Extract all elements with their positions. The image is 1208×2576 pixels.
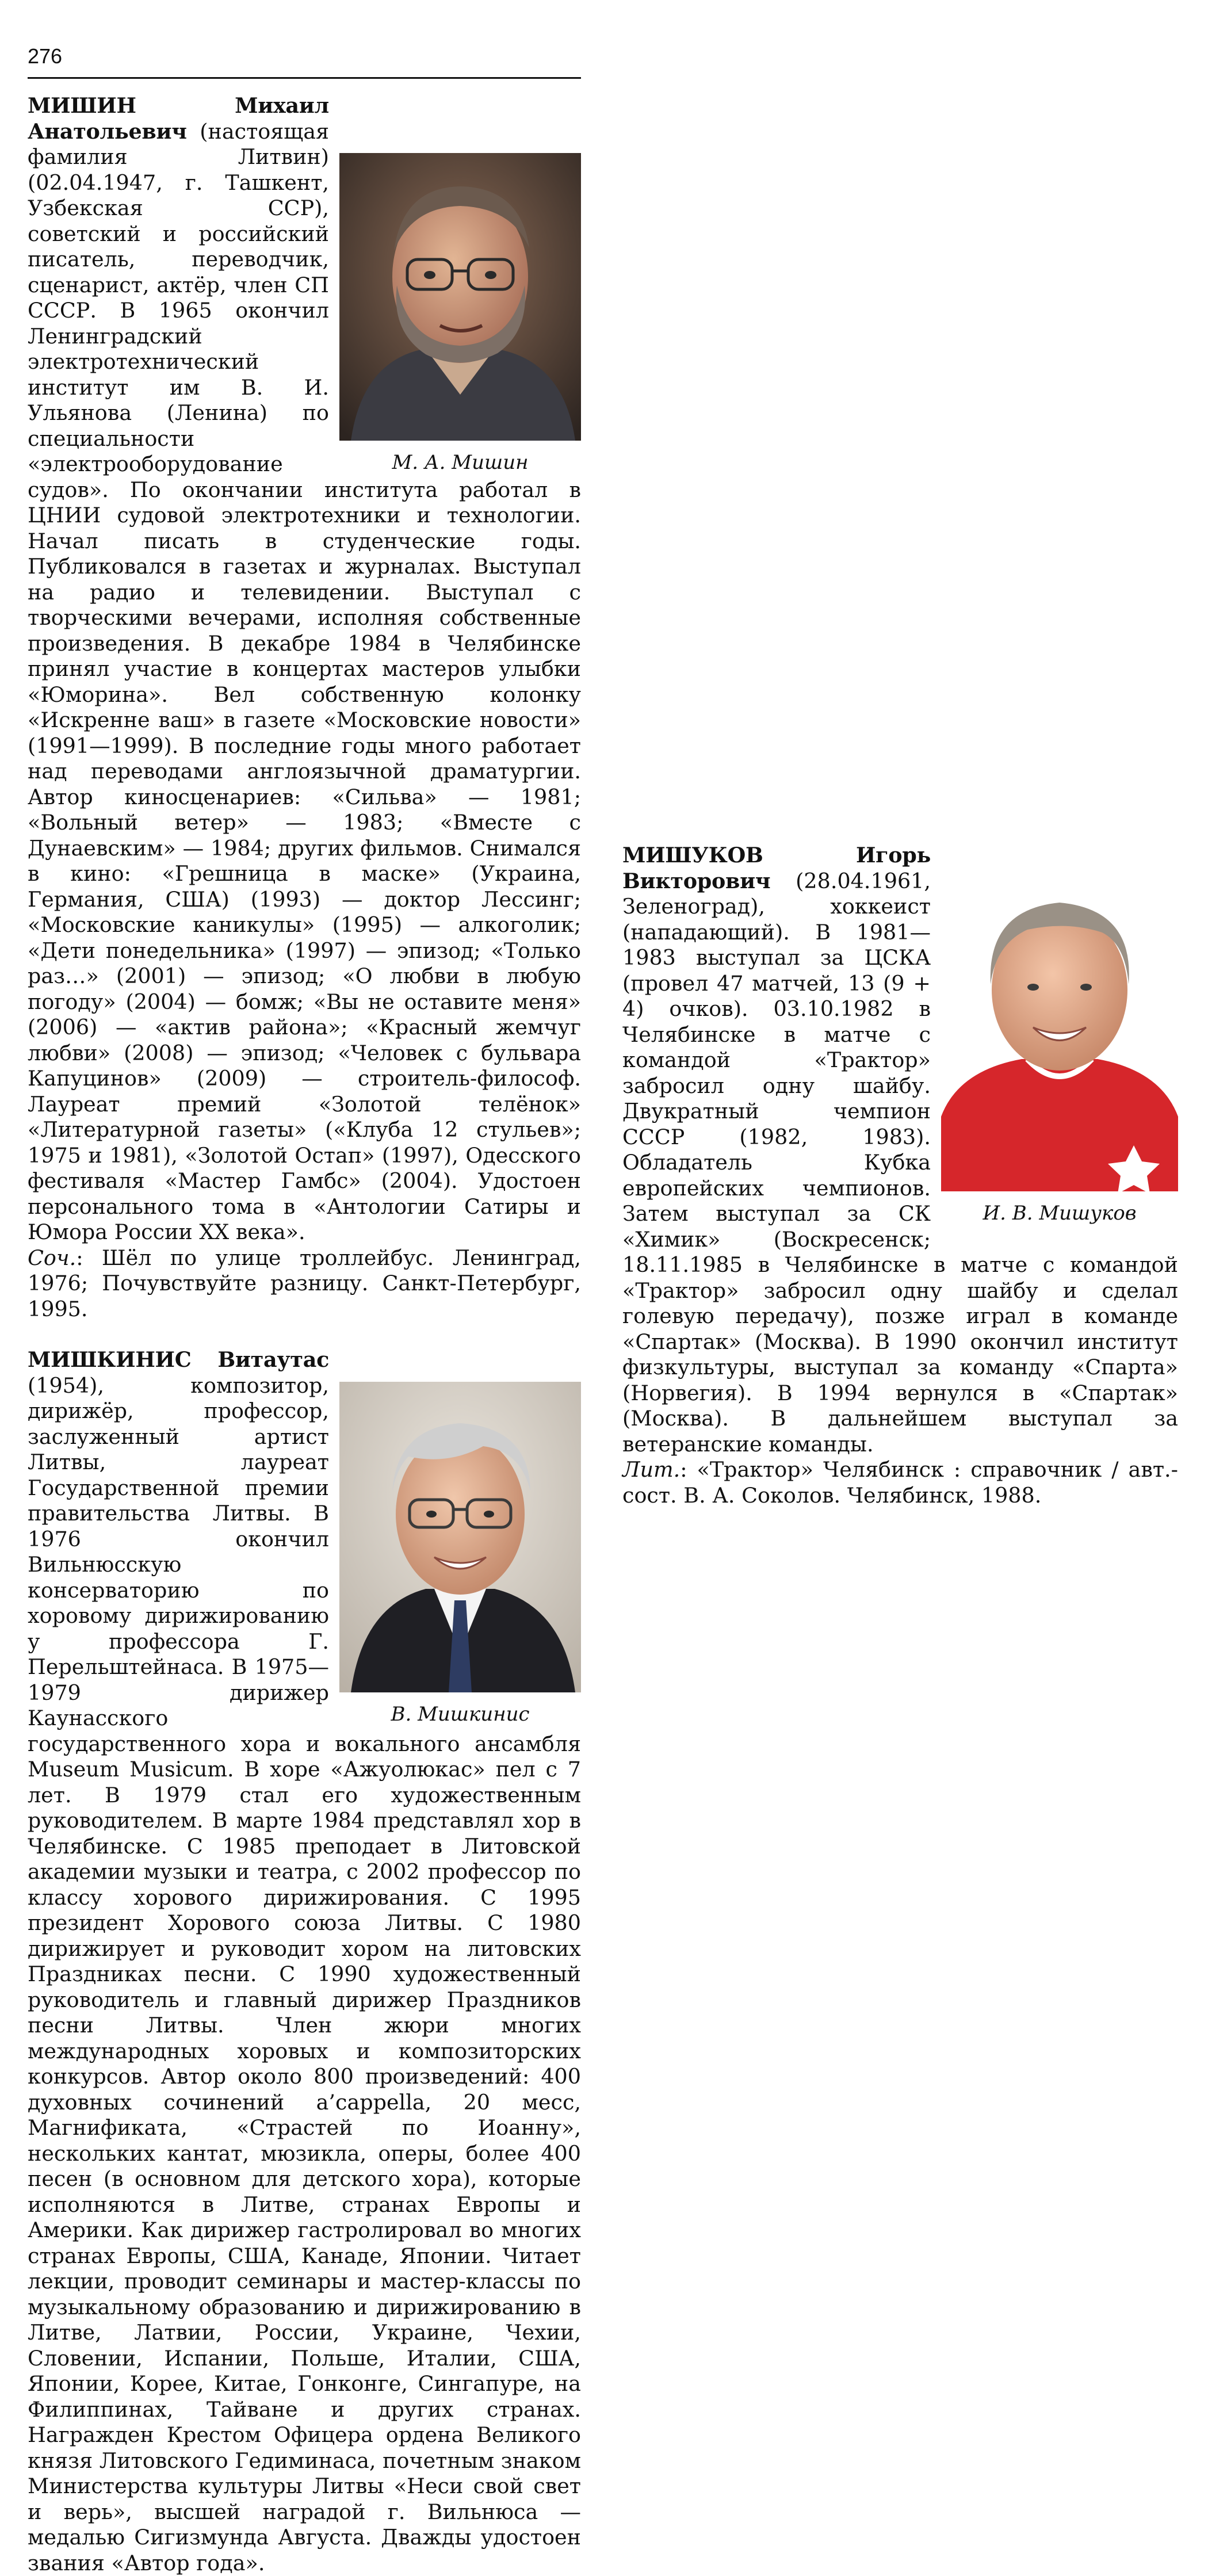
literature-label: Лит.	[622, 1457, 681, 1482]
entry-mishkinis	[28, 1347, 581, 2576]
portrait-mishkinis-photo	[339, 1382, 581, 1692]
entry-heading: МИШКИНИС Витаутас	[28, 1347, 329, 1372]
entry-heading: МИШУКОВ Игорь Викторович	[622, 843, 931, 893]
photo-caption-mishin: М. А. Мишин	[392, 451, 529, 474]
works-label: Соч.	[28, 1245, 77, 1270]
entry-text: (1954), композитор, дирижёр, профессор, заслуженный артист Литвы, лауреат Государственной премии правительства Литвы. В 1976 окончил Вильнюсскую консерваторию по хоровому дирижированию у профессора Г. Перельштейнаса. В 1975—1979 дирижер Каунасского государственного хора и вокального ансамбля Museum Musicum. В хоре «Ажуолюкас» пел с 7 лет. В 1979 стал его художественным руководителем. В марте 1984 представлял хор в Челябинске. С 1985 преподает в Литовской академии музыки и театра, с 2002 профессор по классу хорового дирижирования. С 1995 президент Хорового союза Литвы. С 1980 дирижирует и руководит хором на литовских Праздниках песни. С 1990 художественный руководитель и главный дирижер Праздников песни Литвы. Член жюри многих международных хоровых и композиторских конкурсов. Автор около 800 произведений: 400 духовных сочинений a’cappella, 20 месс, Магнификата, «Страстей по Иоанну», нескольких кантат, мюзикла, оперы, более 400 песен (в основном для детского хора), которые исполняются в Литве, странах Европы и Америки. Как дирижер гастролировал во многих странах Европы, США, Канаде, Японии. Читает лекции, проводит семинары и мастер-классы по музыкальному образованию и дирижированию в Литве, Латвии, России, Украине, Чехии, Словении, Испании, Польше, Италии, США, Японии, Корее, Китае, Гонконге, Сингапуре, на Филиппинах, Тайване и других странах. Награжден Крестом Офицера ордена Великого князя Литовского Гедиминаса, почетным знаком Министерства культуры Литвы «Неси свой свет и верь», высшей наградой г. Вильнюса — медалью Сигизмунда Августа. Дважды удостоен звания «Автор года».	[28, 1373, 581, 2575]
header-rule	[28, 77, 581, 79]
left-column	[28, 93, 581, 2576]
entry-mishukov	[622, 843, 1178, 1508]
entry-text: (настоящая фамилия Литвин) (02.04.1947, г. Ташкент, Узбекская ССР), советский и российский писатель, переводчик, сценарист, актёр, член СП СССР. В 1965 окончил Ленинградский электротехнический институт им В. И. Ульянова (Ленина) по специальности «электрооборудование судов». По окончании института работал в ЦНИИ судовой электротехники и технологии. Начал писать в студенческие годы. Публиковался в газетах и журналах. Выступал на радио и телевидении. Выступал с творческими вечерами, исполняя собственные произведения. В декабре 1984 в Челябинске принял участие в концертах мастеров улыбки «Юморина». Вел собственную колонку «Искренне ваш» в газете «Московские новости» (1991—1999). В последние годы много работает над переводами англоязычной драматургии. Автор киносценариев: «Сильва» — 1981; «Вольный ветер» — 1983; «Вместе с Дунаевским» — 1984; других фильмов. Снимался в кино: «Грешница в маске» (Украина, Германия, США) (1993) — доктор Лессинг; «Московские каникулы» (1995) — алкоголик; «Дети понедельника» (1997) — эпизод; «Только раз…» (2001) — эпизод; «О любви в любую погоду» (2004) — бомж; «Вы не оставите меня» (2006) — «актив района»; «Красный жемчуг любви» (2008) — эпизод; «Человек с бульвара Капуцинов» (2009) — строитель-философ. Лауреат премий «Золотой телёнок» «Литературной газеты» («Клуба 12 стульев»; 1975 и 1981), «Золотой Остап» (1997), Одесского фестиваля «Мастер Гамбс» (2004). Удостоен персонального тома в «Антологии Сатиры и Юмора России XX века».	[28, 119, 581, 1244]
literature-line	[622, 1457, 1178, 1508]
page-number: 276	[28, 44, 63, 68]
photo-figure-mishin	[339, 153, 581, 475]
entry-text: (28.04.1961, Зеленоград), хоккеист (нападающий). В 1981—1983 выступал за ЦСКА (провел 47 матчей, 13 (9 + 4) очков). 03.10.1982 в Челябинске в матче с командой «Трактор» забросил одну шайбу. Двукратный чемпион СССР (1982, 1983). Обладатель Кубка европейских чемпионов. Затем выступал за СК «Химик» (Воскресенск; 18.11.1985 в Челябинске в матче с командой «Трактор» забросил одну шайбу и сделал голевую передачу), позже играл в команде «Спартак» (Москва). В 1990 окончил институт физкультуры, выступал за команду «Спарта» (Норвегия). В 1994 вернулся в «Спартак» (Москва). В дальнейшем выступал за ветеранские команды.	[622, 868, 1178, 1457]
entry-heading: МИШИН Михаил Анатольевич	[28, 93, 329, 144]
photo-caption-mishukov: И. В. Мишуков	[983, 1202, 1137, 1225]
photo-caption-mishkinis: В. Мишкинис	[391, 1703, 530, 1726]
photo-figure-mishukov	[941, 869, 1178, 1226]
right-column	[622, 95, 1178, 1508]
portrait-mishukov-photo	[941, 869, 1178, 1191]
works-text: : Шёл по улице троллейбус. Ленинград, 1976; Почувствуйте разницу. Санкт-Петербург, 1995.	[28, 1245, 581, 1321]
entry-mishin	[28, 93, 581, 1322]
literature-text: : «Трактор» Челябинск : справочник / авт.-сост. В. А. Соколов. Челябинск, 1988.	[622, 1457, 1178, 1508]
photo-figure-mishkinis	[339, 1382, 581, 1727]
portrait-mishin-photo	[339, 153, 581, 441]
works-line	[28, 1245, 581, 1323]
